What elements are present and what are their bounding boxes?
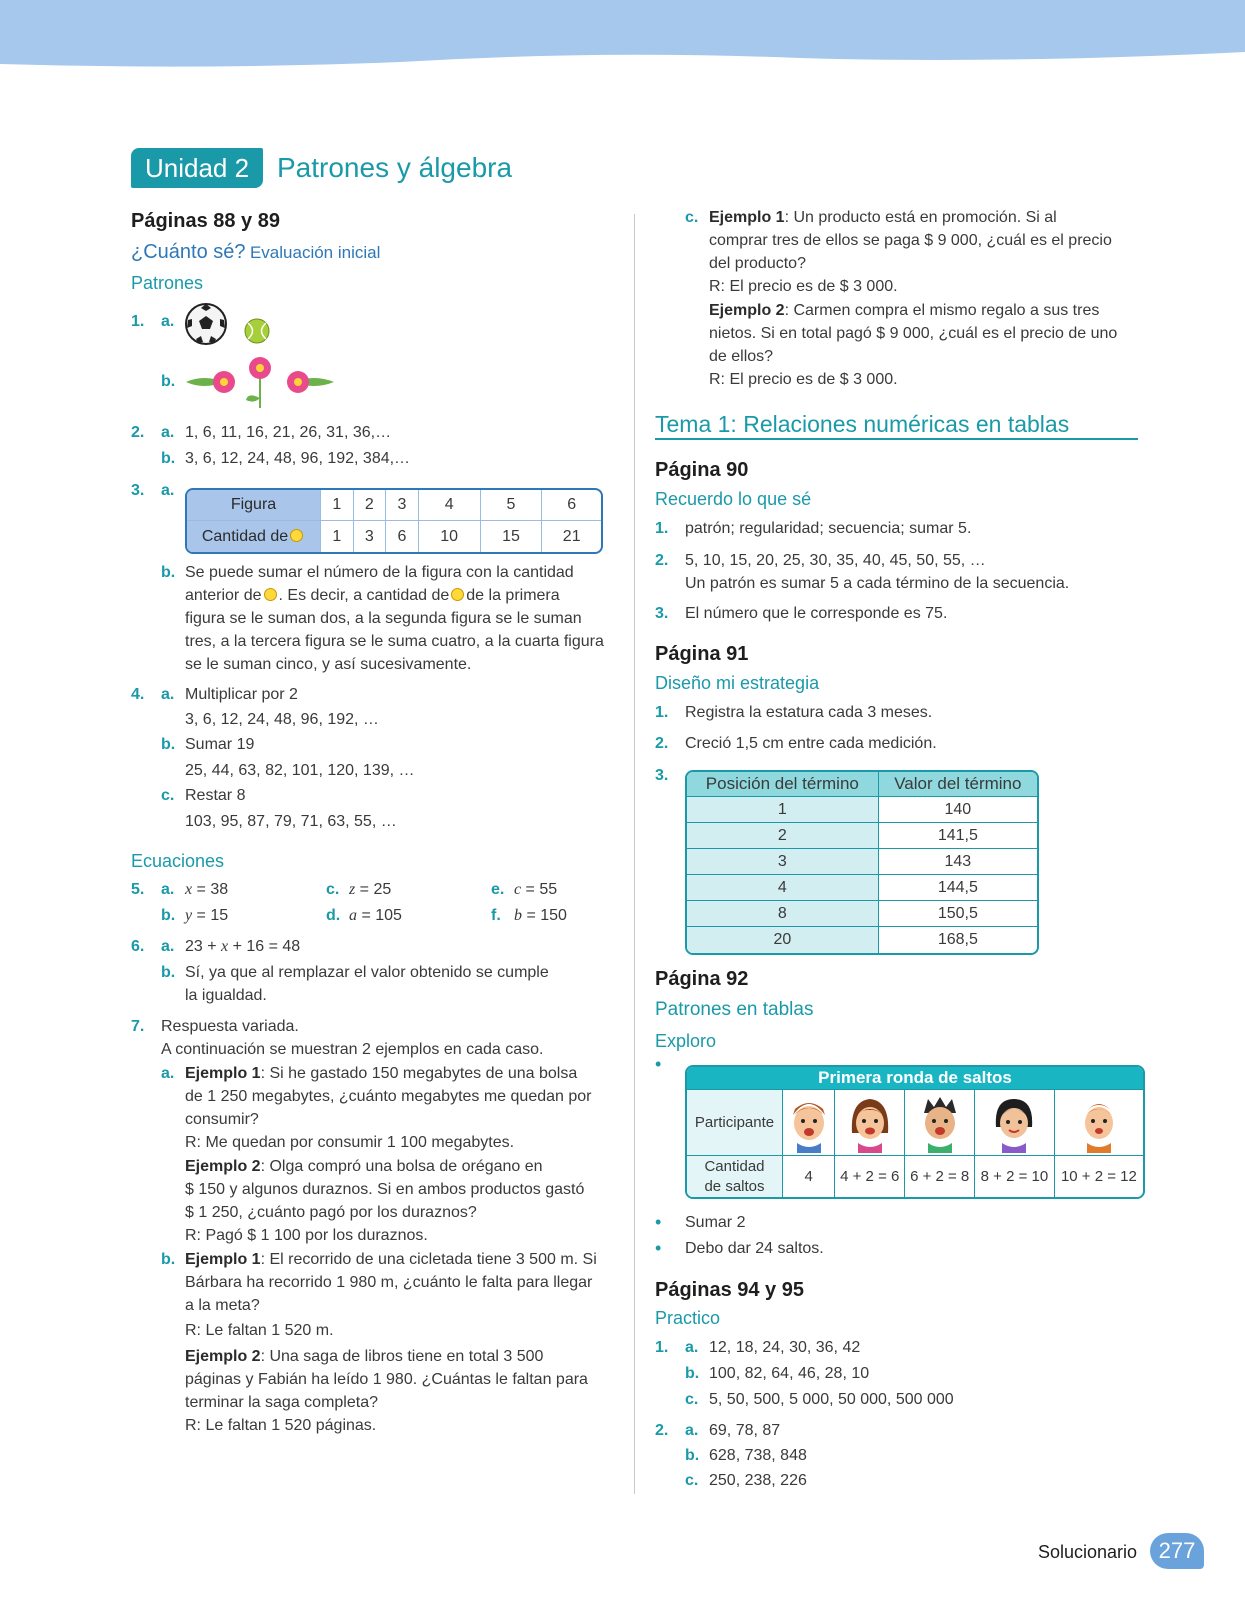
q3b-line: se le suman cinco, y así sucesivamente.	[185, 656, 472, 673]
q2b-answer: 3, 6, 12, 24, 48, 96, 192, 384,…	[185, 450, 411, 467]
q7c-ex1-line: del producto?	[709, 255, 806, 272]
table-cell: 1	[687, 797, 879, 823]
table-cell: 6	[542, 490, 601, 521]
subsection-ecuaciones: Ecuaciones	[131, 851, 225, 871]
participant-cell	[783, 1089, 835, 1155]
text-span: . Es decir, a cantidad de	[278, 587, 450, 604]
q7b-ex1-line: Bárbara ha recorrido 1 980 m, ¿cuánto le falta para llegar	[185, 1274, 593, 1291]
q7c-ex1-line: comprar tres de ellos se paga $ 9 000, ¿cuál es el precio	[709, 232, 1112, 249]
q7b-ex2-answer: R: Le faltan 1 520 páginas.	[185, 1417, 377, 1434]
footer-label: Solucionario	[1038, 1542, 1138, 1562]
q4c-label: c.	[161, 787, 175, 804]
q5f-label: f.	[491, 907, 501, 924]
table-header: Valor del término	[879, 772, 1037, 797]
table-cell: 2	[687, 823, 879, 849]
example-label: Ejemplo 2	[185, 1348, 261, 1365]
p90-1-answer: patrón; regularidad; secuencia; sumar 5.	[685, 520, 972, 537]
section-title-page-90: Página 90	[655, 459, 749, 481]
yellow-circle-icon	[264, 588, 277, 601]
table-cell: 5	[481, 490, 543, 521]
variable: c	[514, 881, 522, 898]
subsection-patrones-tablas: Patrones en tablas	[655, 999, 814, 1020]
q7c-ex2-line: de ellos?	[709, 348, 774, 365]
tema-underline	[655, 438, 1138, 440]
q5d-answer	[349, 905, 402, 927]
p94-2-number: 2.	[655, 1422, 669, 1439]
q7b-ex1-line: a la meta?	[185, 1297, 260, 1314]
q4a-sequence: 3, 6, 12, 24, 48, 96, 192, …	[185, 711, 379, 728]
q6b-label: b.	[161, 964, 176, 981]
subsection-patrones: Patrones	[131, 273, 204, 293]
q5a-label: a.	[161, 881, 175, 898]
text-span: : Carmen compra el mismo regalo a sus tres	[784, 302, 1100, 319]
table-cell: 144,5	[879, 875, 1037, 901]
participant-cell	[1055, 1089, 1143, 1155]
table-cell: 8 + 2 = 10	[975, 1155, 1055, 1197]
variable: b	[514, 907, 522, 924]
example-label: Ejemplo 1	[185, 1251, 261, 1268]
q3b-line: tres, a la tercera figura se le suma cuatro, a la cuarta figura	[185, 633, 604, 650]
q2-number: 2.	[131, 424, 145, 441]
example-label: Ejemplo 1	[709, 209, 785, 226]
table-cell: 4	[687, 875, 879, 901]
q5e-label: e.	[491, 881, 505, 898]
bullet-icon: •	[655, 1238, 662, 1258]
unit-title: Patrones y álgebra	[277, 152, 513, 183]
q3b-line: figura se le suman dos, a la segunda figura se le suman	[185, 610, 582, 627]
table-cell: 10 + 2 = 12	[1055, 1155, 1143, 1197]
q7a-ex1-line: consumir?	[185, 1111, 259, 1128]
q7c-ex2-line	[709, 300, 1099, 322]
q7b-label: b.	[161, 1251, 176, 1268]
table-cell: 3	[386, 490, 419, 521]
p91-3-number: 3.	[655, 767, 669, 784]
q5a-answer	[185, 879, 228, 901]
p94-2c-label: c.	[685, 1472, 699, 1489]
subsection-diseno: Diseño mi estrategia	[655, 673, 820, 693]
q7c-label: c.	[685, 209, 699, 226]
q7b-ex2-line: páginas y Fabián ha leído 1 980. ¿Cuántas le faltan para	[185, 1371, 588, 1388]
p91-2-answer: Creció 1,5 cm entre cada medición.	[685, 735, 937, 752]
q5b-answer	[185, 905, 228, 927]
q4a-rule: Multiplicar por 2	[185, 686, 298, 703]
q7a-ex1-answer: R: Me quedan por consumir 1 100 megabytes.	[185, 1134, 515, 1151]
table-cell: 143	[879, 849, 1037, 875]
q7a-label: a.	[161, 1065, 175, 1082]
page-number-badge: 277	[1150, 1533, 1204, 1569]
participant-cell	[835, 1089, 905, 1155]
table-row-head: Participante	[687, 1089, 783, 1155]
q7a-ex1-line	[185, 1063, 577, 1085]
table-title: Primera ronda de saltos	[687, 1067, 1143, 1089]
q7-number: 7.	[131, 1018, 145, 1035]
q2b-label: b.	[161, 450, 176, 467]
q7b-ex2-line: terminar la saga completa?	[185, 1394, 378, 1411]
p94-1a-answer: 12, 18, 24, 30, 36, 42	[709, 1339, 861, 1356]
p91-1-number: 1.	[655, 704, 669, 721]
value: = 55	[521, 881, 558, 898]
p94-1b-answer: 100, 82, 64, 46, 28, 10	[709, 1365, 870, 1382]
value: = 15	[192, 907, 229, 924]
q5-number: 5.	[131, 881, 145, 898]
table-cell: 2	[354, 490, 387, 521]
q1a-label: a.	[161, 313, 175, 330]
q5d-label: d.	[326, 907, 341, 924]
child-face-icon	[1077, 1093, 1121, 1153]
q7a-ex2-answer: R: Pagó $ 1 100 por los duraznos.	[185, 1227, 428, 1244]
subsection-exploro: Exploro	[655, 1031, 717, 1051]
table-row-head: Figura	[187, 490, 321, 521]
p94-2a-label: a.	[685, 1422, 699, 1439]
q5c-label: c.	[326, 881, 340, 898]
section-title-page-91: Página 91	[655, 643, 749, 665]
p94-1c-answer: 5, 50, 500, 5 000, 50 000, 500 000	[709, 1391, 954, 1408]
q4c-rule: Restar 8	[185, 787, 246, 804]
table-cell: 4	[783, 1155, 835, 1197]
table-cell: 1	[321, 521, 354, 552]
value: = 38	[192, 881, 229, 898]
p94-2a-answer: 69, 78, 87	[709, 1422, 781, 1439]
q6-number: 6.	[131, 938, 145, 955]
table-header: Posición del término	[687, 772, 879, 797]
subsection-practico: Practico	[655, 1308, 721, 1328]
table-cell: 140	[879, 797, 1037, 823]
q5c-answer	[349, 879, 391, 901]
eval-title: ¿Cuánto sé?	[131, 241, 246, 263]
subsection-recuerdo: Recuerdo lo que sé	[655, 489, 812, 509]
p90-2-number: 2.	[655, 552, 669, 569]
p92-bullet-1: Sumar 2	[685, 1214, 746, 1231]
table-cell: 150,5	[879, 901, 1037, 927]
q5e-answer	[514, 879, 557, 901]
variable: a	[349, 907, 357, 924]
table-cell: 3	[687, 849, 879, 875]
text-span: : Si he gastado 150 megabytes de una bolsa	[260, 1065, 578, 1082]
q6b-line: la igualdad.	[185, 987, 267, 1004]
section-title-pages-94-95: Páginas 94 y 95	[655, 1279, 804, 1301]
q6a-label: a.	[161, 938, 175, 955]
table-cell: 21	[562, 527, 581, 545]
table-cell: 3	[354, 521, 387, 552]
column-divider	[634, 214, 635, 1494]
text-span: de saltos	[704, 1177, 765, 1195]
table-cell: 6	[386, 521, 419, 552]
p91-1-answer: Registra la estatura cada 3 meses.	[685, 704, 933, 721]
q5b-label: b.	[161, 907, 176, 924]
q7a-ex1-line: de 1 250 megabytes, ¿cuánto megabytes me quedan por	[185, 1088, 592, 1105]
q2a-answer: 1, 6, 11, 16, 21, 26, 31, 36,…	[185, 424, 392, 441]
yellow-circle-icon	[290, 529, 303, 542]
q4b-sequence: 25, 44, 63, 82, 101, 120, 139, …	[185, 762, 415, 779]
soccer-ball-icon	[184, 302, 228, 346]
q7a-ex2-line: $ 1 250, ¿cuánto pagó por los duraznos?	[185, 1204, 477, 1221]
p94-2b-answer: 628, 738, 848	[709, 1447, 807, 1464]
q7b-ex1-line	[185, 1249, 597, 1271]
quantity-label: Cantidad de	[201, 527, 289, 545]
q6a-equation	[185, 936, 300, 958]
q4a-label: a.	[161, 686, 175, 703]
q7c-ex1-line	[709, 207, 1057, 229]
table-cell: 168,5	[937, 931, 978, 948]
p92-bullet-2: Debo dar 24 saltos.	[685, 1240, 824, 1257]
p90-3-number: 3.	[655, 605, 669, 622]
child-face-icon	[992, 1093, 1036, 1153]
value: = 150	[522, 907, 567, 924]
q7b-ex1-answer: R: Le faltan 1 520 m.	[185, 1322, 334, 1339]
q7c-ex1-answer: R: El precio es de $ 3 000.	[709, 278, 898, 295]
jumps-table	[685, 1065, 1145, 1199]
p90-2-line: Un patrón es sumar 5 a cada término de la secuencia.	[685, 575, 1070, 592]
value: = 105	[357, 907, 402, 924]
p90-2-line: 5, 10, 15, 20, 25, 30, 35, 40, 45, 50, 55, …	[685, 552, 986, 569]
p94-1a-label: a.	[685, 1339, 699, 1356]
p90-3-answer: El número que le corresponde es 75.	[685, 605, 948, 622]
table-cell: 1	[321, 490, 354, 521]
q7-line: Respuesta variada.	[161, 1018, 299, 1035]
example-label: Ejemplo 2	[185, 1158, 261, 1175]
flowers-icon	[184, 354, 339, 410]
text-span: : Un producto está en promoción. Si al	[784, 209, 1057, 226]
table-cell: 10	[419, 521, 481, 552]
participant-cell	[975, 1089, 1055, 1155]
q7c-ex2-answer: R: El precio es de $ 3 000.	[709, 371, 898, 388]
variable: y	[185, 907, 193, 924]
section-title-page-92: Página 92	[655, 968, 749, 990]
bullet-icon: •	[655, 1212, 662, 1232]
q3b-line: Se puede sumar el número de la figura con la cantidad	[185, 564, 574, 581]
q7a-ex2-line: $ 150 y algunos duraznos. Si en ambos productos gastó	[185, 1181, 585, 1198]
child-face-icon	[848, 1093, 892, 1153]
q2a-label: a.	[161, 424, 175, 441]
unit-badge: Unidad 2	[131, 148, 263, 188]
text-span: Cantidad	[704, 1157, 765, 1175]
q3a-label: a.	[161, 482, 175, 499]
p94-1-number: 1.	[655, 1339, 669, 1356]
table-cell: 4 + 2 = 6	[835, 1155, 905, 1197]
p91-2-number: 2.	[655, 735, 669, 752]
q7c-ex2-line: nietos. Si en total pagó $ 9 000, ¿cuál es el precio de uno	[709, 325, 1118, 342]
table-cell: 15	[481, 521, 543, 552]
q6b-line: Sí, ya que al remplazar el valor obtenido se cumple	[185, 964, 549, 981]
tema-title: Tema 1: Relaciones numéricas en tablas	[655, 411, 1070, 437]
table-cell: 4	[419, 490, 481, 521]
q4b-label: b.	[161, 736, 176, 753]
q4b-rule: Sumar 19	[185, 736, 255, 753]
p94-1b-label: b.	[685, 1365, 700, 1382]
text-span: anterior de	[185, 587, 262, 604]
text-span: + 16 = 48	[228, 938, 301, 955]
table-cell: 8	[687, 901, 879, 927]
table-cell: 6 + 2 = 8	[905, 1155, 975, 1197]
q3b-label: b.	[161, 564, 176, 581]
figure-quantity-table	[185, 488, 603, 554]
text-span: 23 +	[185, 938, 222, 955]
table-row-head	[687, 1155, 783, 1197]
variable: x	[221, 938, 229, 955]
q7b-ex2-line	[185, 1346, 543, 1368]
q5f-answer	[514, 905, 567, 927]
top-decorative-band	[0, 0, 1245, 70]
variable: x	[185, 881, 193, 898]
text-span: de la primera	[466, 587, 560, 604]
eval-subtitle: Evaluación inicial	[249, 243, 381, 262]
q4c-sequence: 103, 95, 87, 79, 71, 63, 55, …	[185, 813, 397, 830]
q3-number: 3.	[131, 482, 145, 499]
p94-2b-label: b.	[685, 1447, 700, 1464]
child-face-icon	[787, 1093, 831, 1153]
q1b-label: b.	[161, 373, 176, 390]
bullet-icon: •	[655, 1054, 662, 1074]
term-position-table	[685, 770, 1039, 955]
table-cell: 141,5	[879, 823, 1037, 849]
table-row-head	[187, 521, 321, 552]
p94-1c-label: c.	[685, 1391, 699, 1408]
q3b-line	[185, 585, 560, 607]
q1-number: 1.	[131, 313, 145, 330]
p94-2c-answer: 250, 238, 226	[709, 1472, 807, 1489]
tennis-ball-icon	[244, 318, 270, 344]
q7-line: A continuación se muestran 2 ejemplos en cada caso.	[161, 1041, 544, 1058]
text-span: : El recorrido de una cicletada tiene 3 500 m. Si	[260, 1251, 597, 1268]
table-cell: 20	[687, 927, 879, 953]
q4-number: 4.	[131, 686, 145, 703]
variable: z	[349, 881, 356, 898]
q7a-ex2-line	[185, 1156, 543, 1178]
text-span: : Olga compró una bolsa de orégano en	[260, 1158, 543, 1175]
example-label: Ejemplo 2	[709, 302, 785, 319]
child-face-icon	[918, 1093, 962, 1153]
example-label: Ejemplo 1	[185, 1065, 261, 1082]
text-span: : Una saga de libros tiene en total 3 500	[260, 1348, 544, 1365]
section-title-pages-88-89: Páginas 88 y 89	[131, 210, 280, 232]
p90-1-number: 1.	[655, 520, 669, 537]
participant-cell	[905, 1089, 975, 1155]
eval-heading	[131, 241, 380, 265]
yellow-circle-icon	[451, 588, 464, 601]
value: = 25	[355, 881, 392, 898]
